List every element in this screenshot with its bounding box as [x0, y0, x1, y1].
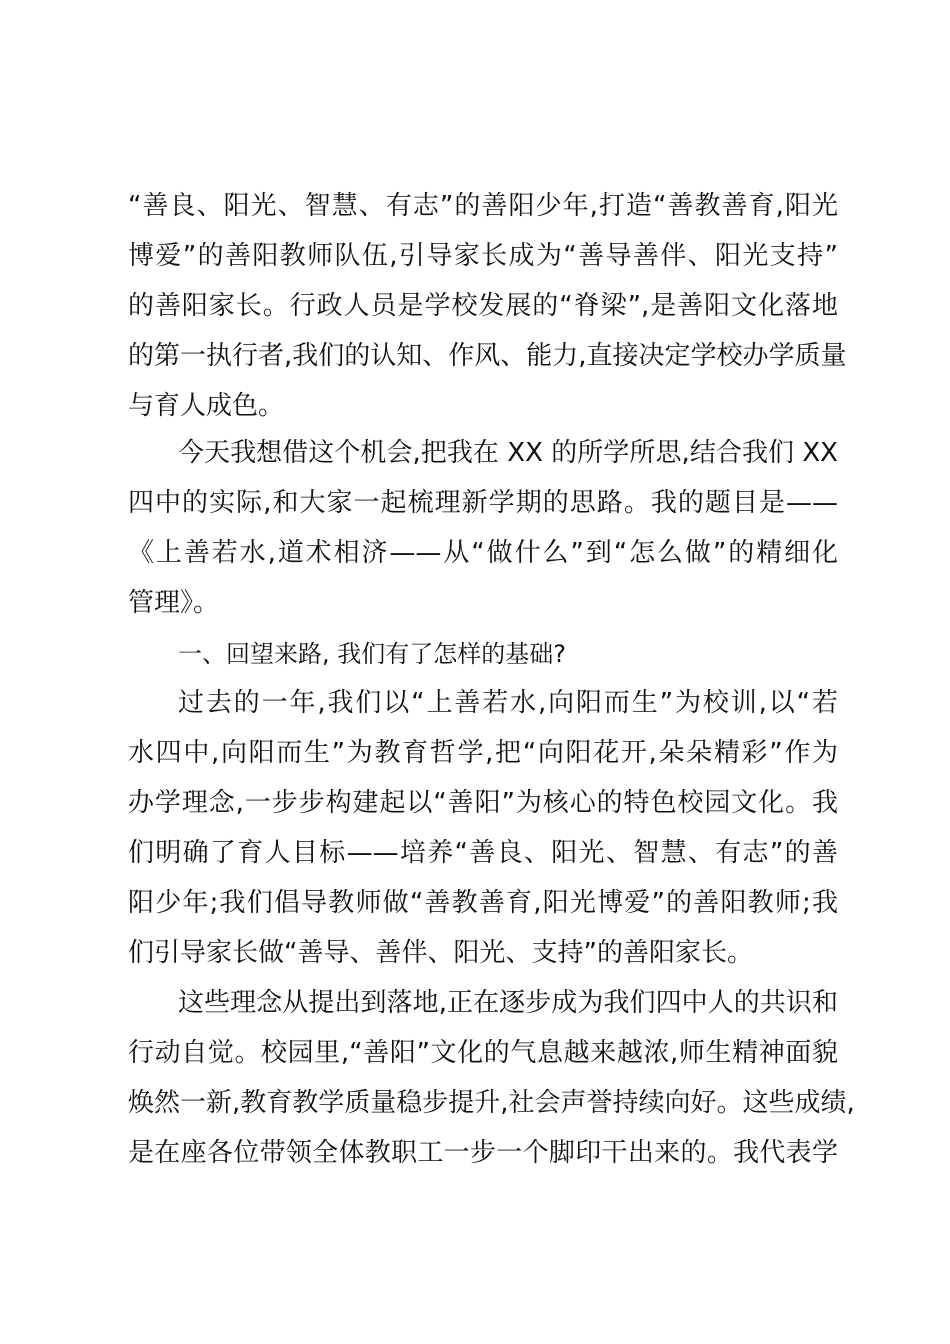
- text-line: 的善阳家长。行政人员是学校发展的“脊梁”,是善阳文化落地: [128, 291, 838, 321]
- text-line: 阳少年;我们倡导教师做“善教善育,阳光博爱”的善阳教师;我: [128, 888, 838, 918]
- text-line: 今天我想借这个机会,把我在 XX 的所学所思,结合我们 XX: [178, 438, 838, 468]
- text-line: 博爱”的善阳教师队伍,引导家长成为“善导善伴、阳光支持”: [128, 241, 838, 271]
- text-line: 《上善若水,道术相济——从“做什么”到“怎么做”的精细化: [128, 538, 838, 568]
- text-line: 与育人成色。: [128, 391, 285, 421]
- text-line: 焕然一新,教育教学质量稳步提升,社会声誉持续向好。这些成绩,: [128, 1088, 855, 1118]
- text-line: 们明确了育人目标——培养“善良、阳光、智慧、有志”的善: [128, 838, 838, 868]
- text-line: 的第一执行者,我们的认知、作风、能力,直接决定学校办学质量: [128, 341, 847, 371]
- text-line: 过去的一年,我们以“上善若水,向阳而生”为校训,以“若: [178, 688, 838, 718]
- text-line: 是在座各位带领全体教职工一步一个脚印干出来的。我代表学: [128, 1138, 838, 1168]
- text-line: 们引导家长做“善导、善伴、阳光、支持”的善阳家长。: [128, 938, 753, 968]
- text-line: 管理》。: [128, 588, 220, 618]
- text-line: 水四中,向阳而生”为教育哲学,把“向阳花开,朵朵精彩”作为: [128, 738, 838, 768]
- section-heading: 一、回望来路, 我们有了怎样的基础?: [178, 640, 566, 668]
- text-line: 办学理念,一步步构建起以“善阳”为核心的特色校园文化。我: [128, 788, 838, 818]
- text-line: 四中的实际,和大家一起梳理新学期的思路。我的题目是——: [128, 488, 838, 518]
- text-line: 行动自觉。校园里,“善阳”文化的气息越来越浓,师生精神面貌: [128, 1038, 838, 1068]
- text-line: 这些理念从提出到落地,正在逐步成为我们四中人的共识和: [178, 988, 838, 1018]
- text-line: “善良、阳光、智慧、有志”的善阳少年,打造“善教善育,阳光: [128, 191, 838, 221]
